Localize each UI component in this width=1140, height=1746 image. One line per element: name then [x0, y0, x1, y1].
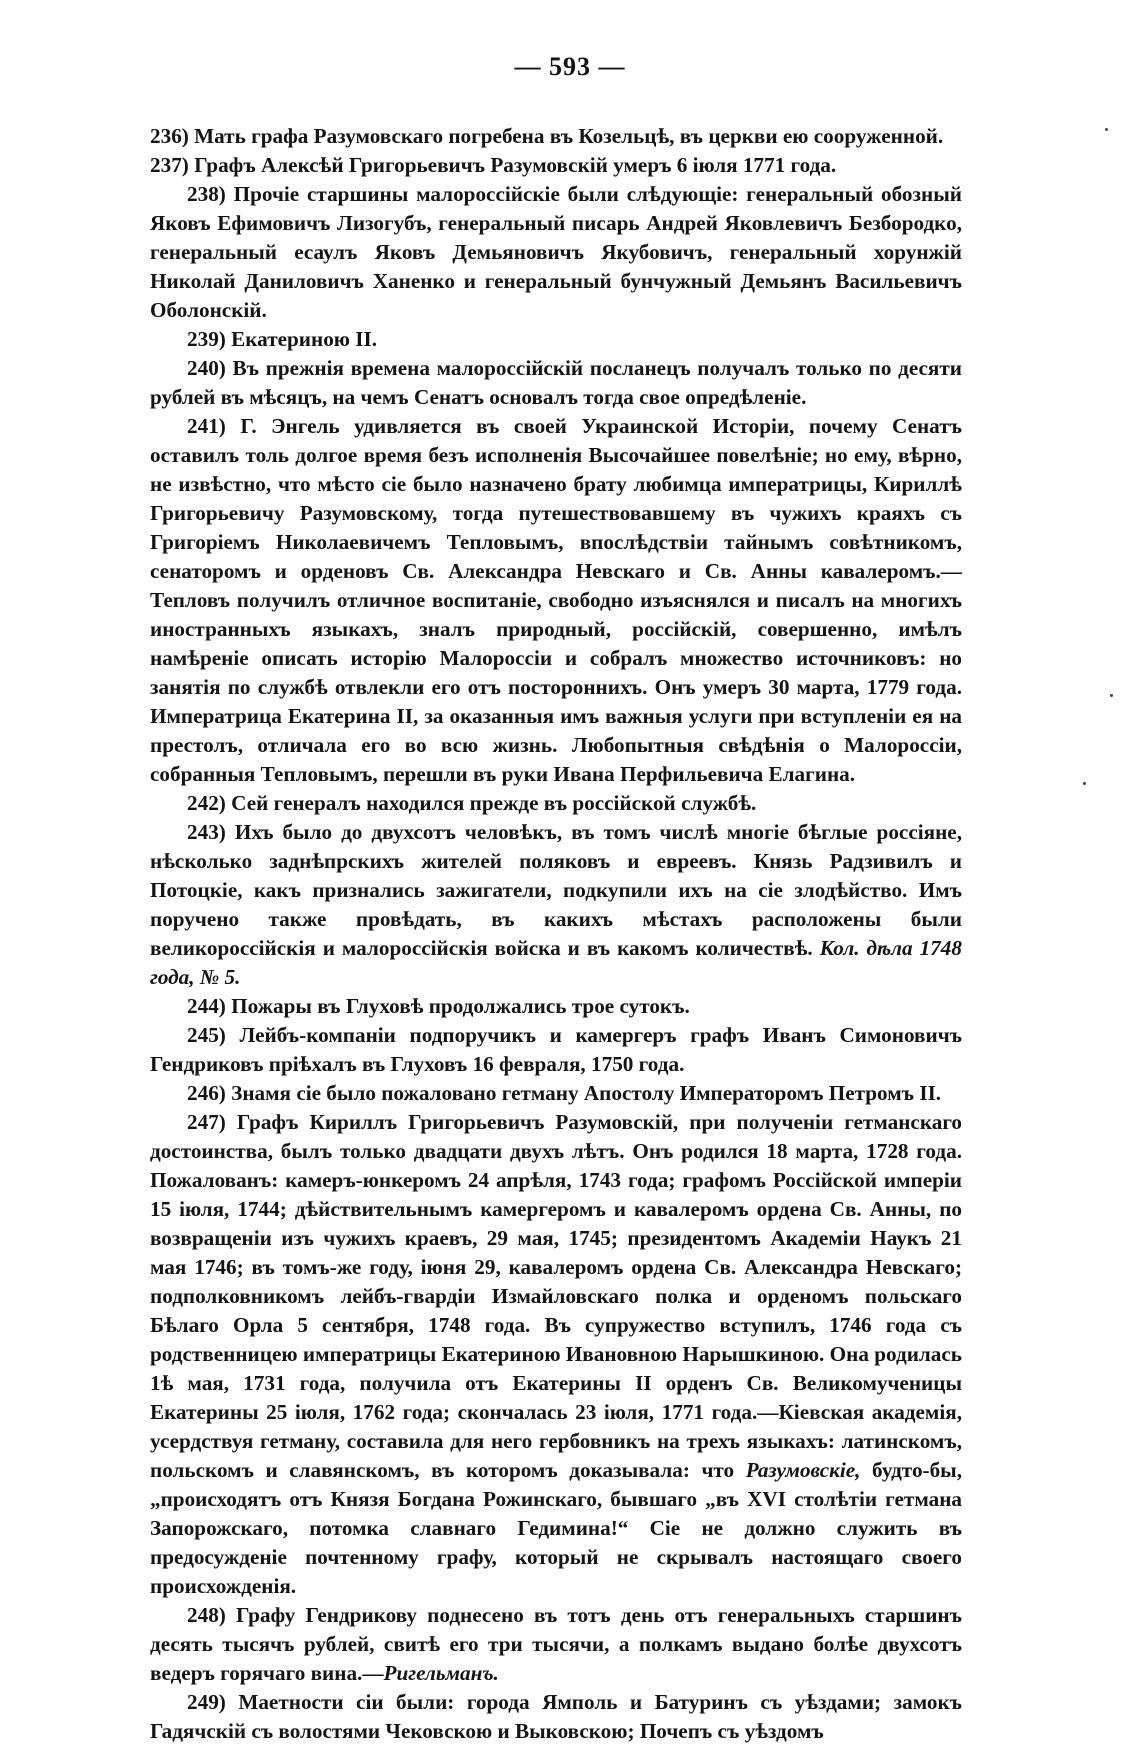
footnote-text: Мать графа Разумовскаго погребена въ Козельцѣ, въ церкви ею сооруженной.: [194, 124, 944, 148]
footnote-number: 244): [187, 994, 226, 1018]
footnote-number: 248): [187, 1603, 226, 1627]
footnote-text: Маетности сіи были: города Ямполь и Батуринъ съ уѣздами; замокъ Гадячскій съ волостями Чековскою и Выковскою; Почепъ съ уѣздомъ: [150, 1690, 963, 1743]
footnote-text-continued: будто-бы, „происходятъ отъ Князя Богдана Рожинскаго, бывшаго „въ XVI столѣтіи гетмана Запорожскаго, потомка славнаго Гедимина!“ Сіе не должно служить въ предосужденіе почтенному графу, который не скрывалъ настоящаго своего происхожденія.: [150, 1458, 963, 1598]
footnote-italic-word: Разумовскіе,: [745, 1458, 861, 1482]
footnote-number: 243): [187, 820, 226, 844]
footnote-237: [150, 151, 962, 180]
scan-speck: [1110, 694, 1113, 697]
footnote-text: Г. Энгель удивляется въ своей Украинской Исторіи, почему Сенатъ оставилъ толь долгое время безъ исполненія Высочайшее повелѣніе; но ему, вѣрно, не извѣстно, что мѣсто сіе было назначено брату любимца императрицы, Кириллѣ Григорьевичу Разумовскому, тогда путешествовавшему въ чужихъ краяхъ съ Григоріемъ Николаевичемъ Тепловымъ, впослѣдствіи тайнымъ совѣтникомъ, сенаторомъ и орденовъ Св. Александра Невскаго и Св. Анны кавалеромъ.—Тепловъ получилъ отличное воспитаніе, свободно изъяснялся и писалъ на многихъ иностранныхъ языкахъ, зналъ природный, россійскій, совершенно, имѣлъ намѣреніе описать исторію Малороссіи и собралъ множество источниковъ: но занятія по службѣ отвлекли его отъ постороннихъ. Онъ умеръ 30 марта, 1779 года. Императрица Екатерина II, за оказанныя имъ важныя услуги при вступленіи ея на престолъ, отличала его во всю жизнь. Любопытныя свѣдѣнія о Малороссіи, собранныя Тепловымъ, перешли въ руки Ивана Перфильевича Елагина.: [150, 414, 962, 786]
footnote-citation: Ригельманъ.: [383, 1661, 499, 1685]
footnote-249: [150, 1688, 962, 1746]
footnote-238: [150, 180, 962, 325]
scan-speck: [1083, 782, 1086, 785]
footnote-text: Графу Гендрикову поднесено въ тотъ день отъ генеральныхъ старшинъ десять тысячъ рублей, свитѣ его три тысячи, а полкамъ выдано болѣе двухсотъ ведеръ горячаго вина.—: [150, 1603, 962, 1685]
footnote-text: Сей генералъ находился прежде въ россійской службѣ.: [231, 791, 757, 815]
footnote-number: 239): [187, 327, 226, 351]
footnote-number: 236): [150, 124, 189, 148]
footnote-citation: Кол. дѣла 1748 года, № 5.: [150, 936, 962, 989]
footnote-text: Ихъ было до двухсотъ человѣкъ, въ томъ числѣ многіе бѣглые россіяне, нѣсколько заднѣпрскихъ жителей поляковъ и евреевъ. Князь Радзивилъ и Потоцкіе, какъ признались зажигатели, подкупили ихъ на сіе злодѣйство. Имъ поручено также провѣдать, въ какихъ мѣстахъ расположены были великороссійскія и малороссійскія войска и въ какомъ количествѣ.: [150, 820, 962, 960]
footnote-243: [150, 818, 962, 992]
footnote-number: 245): [187, 1023, 226, 1047]
footnote-239: [150, 325, 962, 354]
footnote-240: [150, 354, 962, 412]
footnote-246: [150, 1079, 962, 1108]
footnote-number: 240): [187, 356, 226, 380]
footnote-241: [150, 412, 962, 789]
footnote-number: 249): [187, 1690, 226, 1714]
footnote-text: Екатериною II.: [231, 327, 378, 351]
footnote-number: 247): [187, 1110, 226, 1134]
footnote-245: [150, 1021, 962, 1079]
footnote-text: Графъ Кириллъ Григорьевичъ Разумовскій, при полученіи гетманскаго достоинства, былъ только двадцати двухъ лѣтъ. Онъ родился 18 марта, 1728 года. Пожалованъ: камеръ-юнкеромъ 24 апрѣля, 1743 года; графомъ Россійской имперіи 15 іюля, 1744; дѣйствительнымъ камергеромъ и кавалеромъ ордена Св. Анны, по возвращеніи изъ чужихъ краевъ, 29 мая, 1745; президентомъ Академіи Наукъ 21 мая 1746; въ томъ-же году, іюня 29, кавалеромъ ордена Св. Александра Невскаго; подполковникомъ лейбъ-гвардіи Измайловскаго полка и орденомъ польскаго Бѣлаго Орла 5 сентября, 1748 года. Въ супружество вступилъ, 1746 года съ родственницею императрицы Екатериною Ивановною Нарышкиною. Она родилась 1ѣ мая, 1731 года, получила отъ Екатерины II орденъ Св. Великомученицы Екатерины 25 іюля, 1762 года; скончалась 23 іюля, 1771 года.—Кіевская академія, усердствуя гетману, составила для него гербовникъ на трехъ языкахъ: латинскомъ, польскомъ и славянскомъ, въ которомъ доказывала: что: [150, 1110, 963, 1482]
page-number: — 593 —: [514, 52, 626, 81]
footnote-number: 241): [187, 414, 226, 438]
footnote-248: [150, 1601, 962, 1688]
footnote-text: Знамя сіе было пожаловано гетману Апостолу Императоромъ Петромъ II.: [231, 1081, 942, 1105]
footnote-247: [150, 1108, 962, 1601]
footnote-236: [150, 122, 962, 151]
footnote-text: Пожары въ Глуховѣ продолжались трое сутокъ.: [231, 994, 690, 1018]
scan-speck: [1105, 128, 1108, 131]
footnote-number: 237): [150, 153, 189, 177]
footnote-text: Прочіе старшины малороссійскіе были слѣдующіе: генеральный обозный Яковъ Ефимовичъ Лизогубъ, генеральный писарь Андрей Яковлевичъ Безбородко, генеральный есаулъ Яковъ Демьяновичъ Якубовичъ, генеральный хорунжій Николай Даниловичъ Ханенко и генеральный бунчужный Демьянъ Васильевичъ Оболонскій.: [150, 182, 962, 322]
footnote-text: Лейбъ-компаніи подпоручикъ и камергеръ графъ Иванъ Симоновичъ Гендриковъ пріѣхалъ въ Глуховъ 16 февраля, 1750 года.: [150, 1023, 962, 1076]
footnotes-body: [150, 122, 962, 1746]
footnote-text: Въ прежнія времена малороссійскій посланецъ получалъ только по десяти рублей въ мѣсяцъ, на чемъ Сенатъ основалъ тогда свое опредѣленіе.: [150, 356, 962, 409]
footnote-number: 242): [187, 791, 226, 815]
footnote-244: [150, 992, 962, 1021]
footnote-text: Графъ Алексѣй Григорьевичъ Разумовскій умеръ 6 іюля 1771 года.: [194, 153, 837, 177]
footnote-number: 238): [187, 182, 226, 206]
footnote-242: [150, 789, 962, 818]
footnote-number: 246): [187, 1081, 226, 1105]
